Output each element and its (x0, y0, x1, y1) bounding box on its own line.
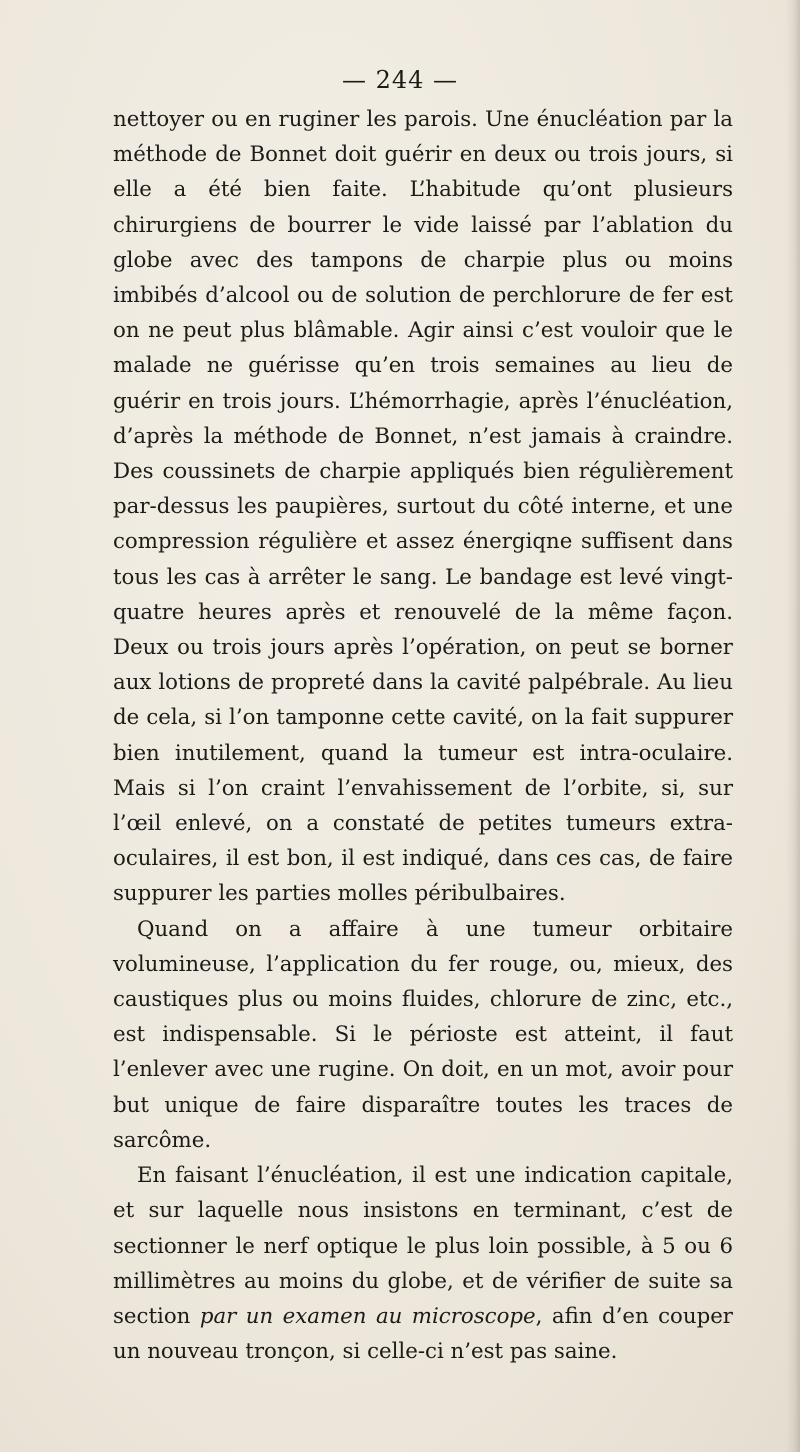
paragraph-2: Quand on a affaire à une tumeur orbitaire volumineuse, l’application du fer rouge, ou, mieux, des caustiques plus ou moins fluides, chlorure de zinc, etc., est indispensable. Si le périoste est atteint, il faut l’enlever avec une rugine. On doit, en un mot, avoir pour but unique de faire disparaître toutes les traces de sarcôme. (113, 916, 733, 1153)
body-text (113, 102, 733, 1369)
page-number: — 244 — (341, 66, 459, 94)
paragraph-3-text-before: En faisant l’énucléation, il est une indication capitale, et sur laquelle nous insistons en terminant, c’est de sectionner le nerf optique le plus loin possible, à 5 ou 6 millimètres au moins du globe, et de vérifier de suite sa section (113, 1163, 733, 1329)
paragraph-3-italic: par un examen au microscope (199, 1303, 536, 1329)
paragraph-3-text-after: , afin d’en couper un nouveau tronçon, si celle-ci n’est pas saine. (113, 1303, 733, 1365)
paragraph-1: nettoyer ou en ruginer les parois. Une énucléation par la méthode de Bonnet doit guérir en deux ou trois jours, si elle a été bien faite. L’habitude qu’ont plusieurs chirurgiens de bourrer le vide laissé par l’ablation du globe avec des tampons de charpie plus ou moins imbibés d’alcool ou de solution de perchlorure de fer est on ne peut plus blâmable. Agir ainsi c’est vouloir que le malade ne guérisse qu’en trois semaines au lieu de guérir en trois jours. L’hémorrhagie, après l’énucléation, d’après la méthode de Bonnet, n’est jamais à craindre. Des coussinets de charpie appliqués bien régulièrement par-dessus les paupières, surtout du côté interne, et une compression régulière et assez énergiqne suffisent dans tous les cas à arrêter le sang. Le bandage est levé vingt-quatre heures après et renouvelé de la même façon. Deux ou trois jours après l’opération, on peut se borner aux lotions de propreté dans la cavité palpébrale. Au lieu de cela, si l’on tamponne cette cavité, on la fait suppurer bien inutilement, quand la tumeur est intra-oculaire. Mais si l’on craint l’envahissement de l’orbite, si, sur l’œil enlevé, on a constaté de petites tumeurs extra-oculaires, il est bon, il est indiqué, dans ces cas, de faire suppurer les parties molles péribulbaires. (113, 107, 733, 907)
paragraph-3 (113, 1158, 733, 1369)
page-edge-shadow (786, 0, 800, 1452)
